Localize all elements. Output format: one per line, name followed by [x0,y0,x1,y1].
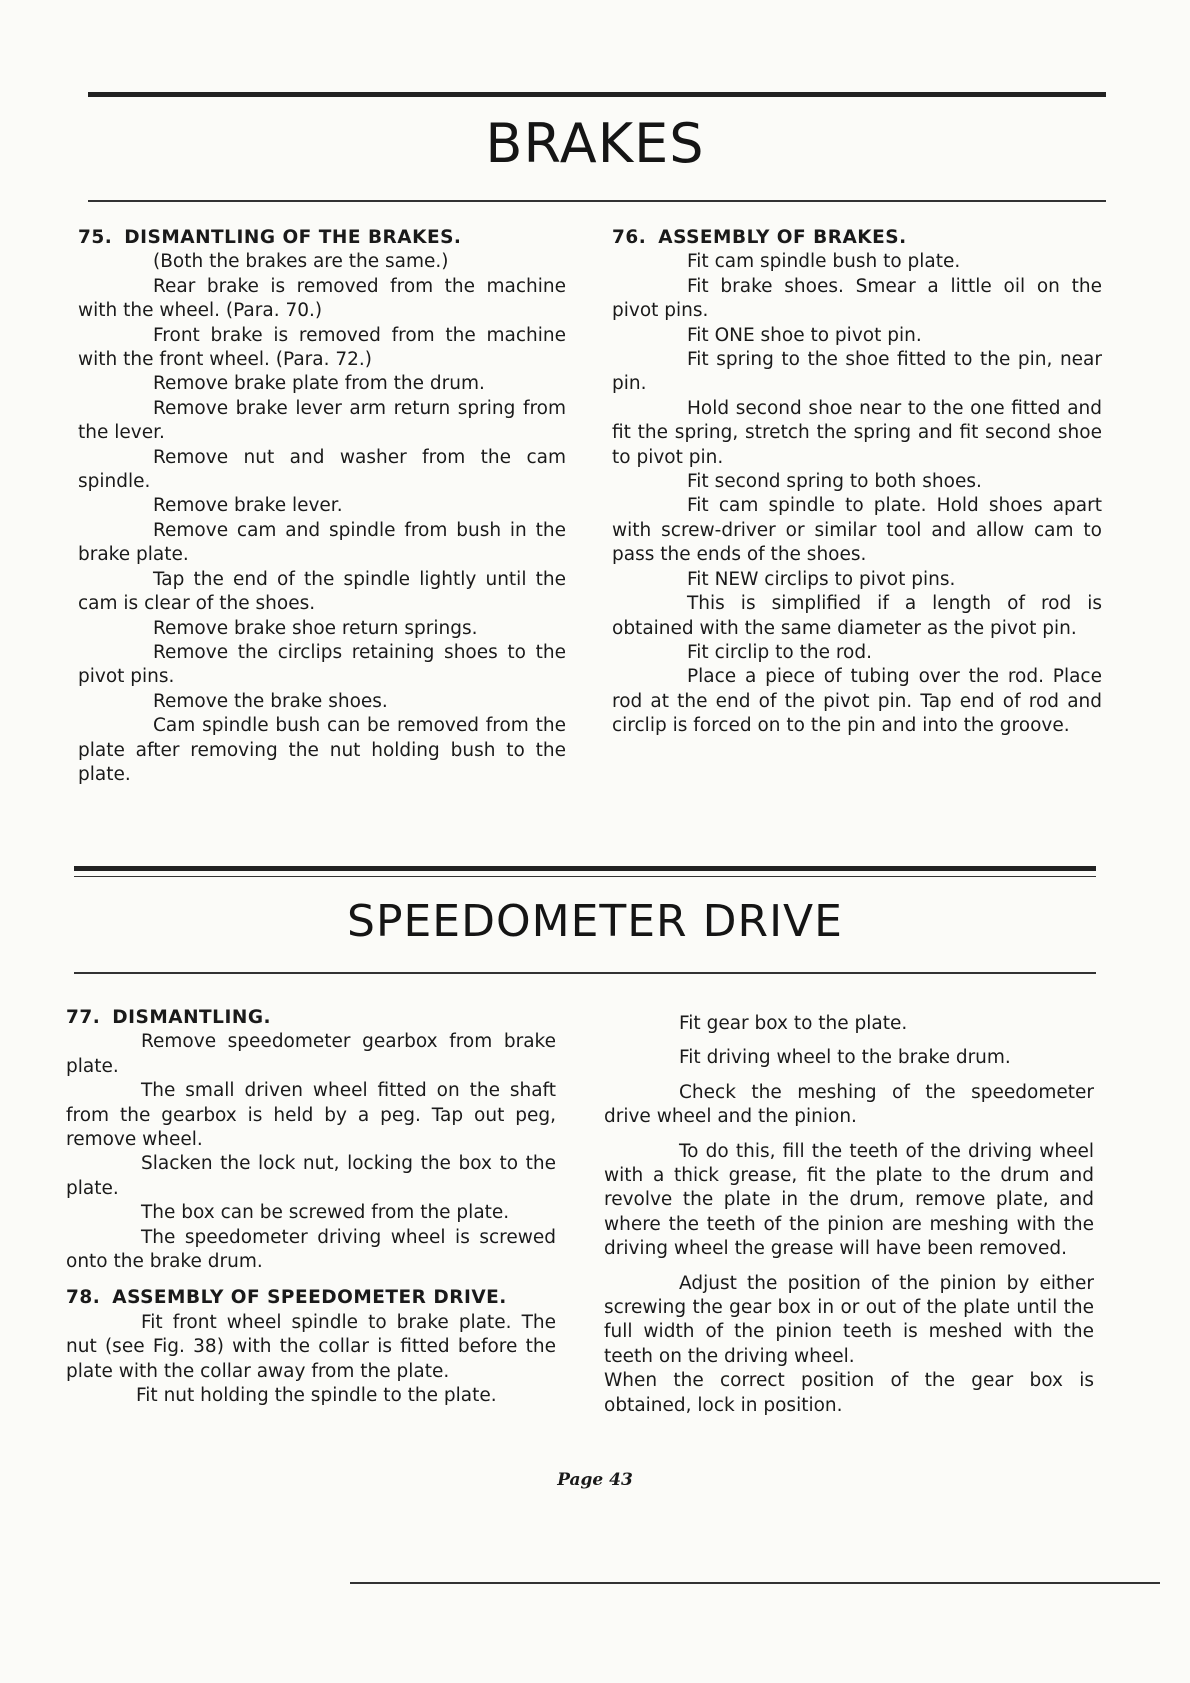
paragraph: Remove the brake shoes. [153,690,388,712]
paragraph: Remove speedometer gearbox from brake plate. [66,1031,556,1077]
brakes-title: BRAKES [485,112,705,175]
section-number: 76. [612,227,647,248]
section-heading-text: DISMANTLING. [112,1007,272,1028]
paragraph: When the correct position of the gear box is obtained, lock in position. [604,1370,1094,1416]
section-heading-text: DISMANTLING OF THE BRAKES. [124,227,462,248]
paragraph: Remove nut and washer from the cam spindle. [78,446,566,493]
section-77-heading [66,1006,556,1030]
paragraph: Check the meshing of the speedometer drive wheel and the pinion. [604,1081,1094,1128]
mid-rule [74,866,1096,871]
paragraph: The speedometer driving wheel is screwed onto the brake drum. [66,1226,556,1273]
paragraph: Fit nut holding the spindle to the plate. [136,1385,497,1407]
paragraph: Cam spindle bush can be removed from the plate after removing the nut holding bush to the plate. [78,715,566,785]
speedometer-assembly-continued [604,1012,1094,1418]
paragraph: Tap the end of the spindle lightly until the cam is clear of the shoes. [78,568,566,615]
paragraph: Remove brake lever. [153,495,343,517]
paragraph: Place a piece of tubing over the rod. Place rod at the end of the pivot pin. Tap end of rod and circlip is forced on to the pin and into the groove. [612,666,1102,737]
paragraph: The small driven wheel fitted on the shaft from the gearbox is held by a peg. Tap out peg, remove wheel. [66,1080,556,1151]
paragraph: Remove the circlips retaining shoes to the pivot pins. [78,641,566,688]
paragraph: Remove brake lever arm return spring from the lever. [78,397,566,444]
section-number: 77. [66,1007,101,1028]
section-number: 78. [66,1287,101,1309]
paragraph: Fit spring to the shoe fitted to the pin, near pin. [612,349,1102,395]
paragraph: Fit cam spindle to plate. Hold shoes apart with screw-driver or similar tool and allow cam to pass the ends of the shoes. [612,495,1102,566]
paragraph: Fit front wheel spindle to brake plate. The nut (see Fig. 38) with the collar is fitted before the plate with the collar away from the plate. [66,1311,556,1382]
section-heading-text: ASSEMBLY OF BRAKES. [658,227,907,248]
paragraph: Remove cam and spindle from bush in the brake plate. [78,519,566,566]
section-77-78 [66,1006,556,1409]
section-75 [78,226,566,787]
paragraph: Fit brake shoes. Smear a little oil on the pivot pins. [612,275,1102,322]
mid-rule-thin [74,876,1096,877]
paragraph: Rear brake is removed from the machine with the wheel. (Para. 70.) [78,275,566,322]
paragraph: Remove brake shoe return springs. [153,617,478,639]
paragraph: Fit driving wheel to the brake drum. [679,1047,1011,1069]
section-heading-text: ASSEMBLY OF SPEEDOMETER DRIVE. [112,1287,507,1309]
paragraph: This is simplified if a length of rod is obtained with the same diameter as the pivot pin. [612,593,1102,639]
paragraph: Fit ONE shoe to pivot pin. [687,324,922,346]
brakes-title-underline [88,200,1106,202]
paragraph: Fit circlip to the rod. [687,641,872,663]
paragraph: Remove brake plate from the drum. [153,373,485,395]
paragraph: (Both the brakes are the same.) [153,251,449,273]
section-76 [612,226,1102,739]
paragraph: To do this, fill the teeth of the driving wheel with a thick grease, fit the plate to the drum and revolve the plate in the drum, remove plate, and where the teeth of the pinion are meshing with the driving wheel the grease will have been removed. [604,1140,1094,1260]
paragraph: Front brake is removed from the machine with the front wheel. (Para. 72.) [78,324,566,371]
paragraph: Fit gear box to the plate. [679,1013,908,1034]
speedometer-title: SPEEDOMETER DRIVE [347,896,843,947]
paragraph: Fit NEW circlips to pivot pins. [687,568,956,590]
section-76-heading [612,226,1102,250]
section-78-heading [66,1286,556,1310]
paragraph: Fit cam spindle bush to plate. [687,251,961,273]
section-75-heading [78,226,566,250]
bottom-rule [350,1582,1160,1584]
paragraph: The box can be screwed from the plate. [141,1202,510,1224]
paragraph: Slacken the lock nut, locking the box to the plate. [66,1153,556,1199]
paragraph: Fit second spring to both shoes. [687,471,982,493]
paragraph: Adjust the position of the pinion by either screwing the gear box in or out of the plate until the full width of the pinion teeth is meshed with the teeth on the driving wheel. [604,1272,1094,1367]
section-number: 75. [78,227,113,248]
top-rule [88,92,1106,97]
speedometer-title-underline [74,972,1096,974]
page-number: Page 43 [557,1470,633,1490]
paragraph: Hold second shoe near to the one fitted and fit the spring, stretch the spring and fit second shoe to pivot pin. [612,397,1102,468]
